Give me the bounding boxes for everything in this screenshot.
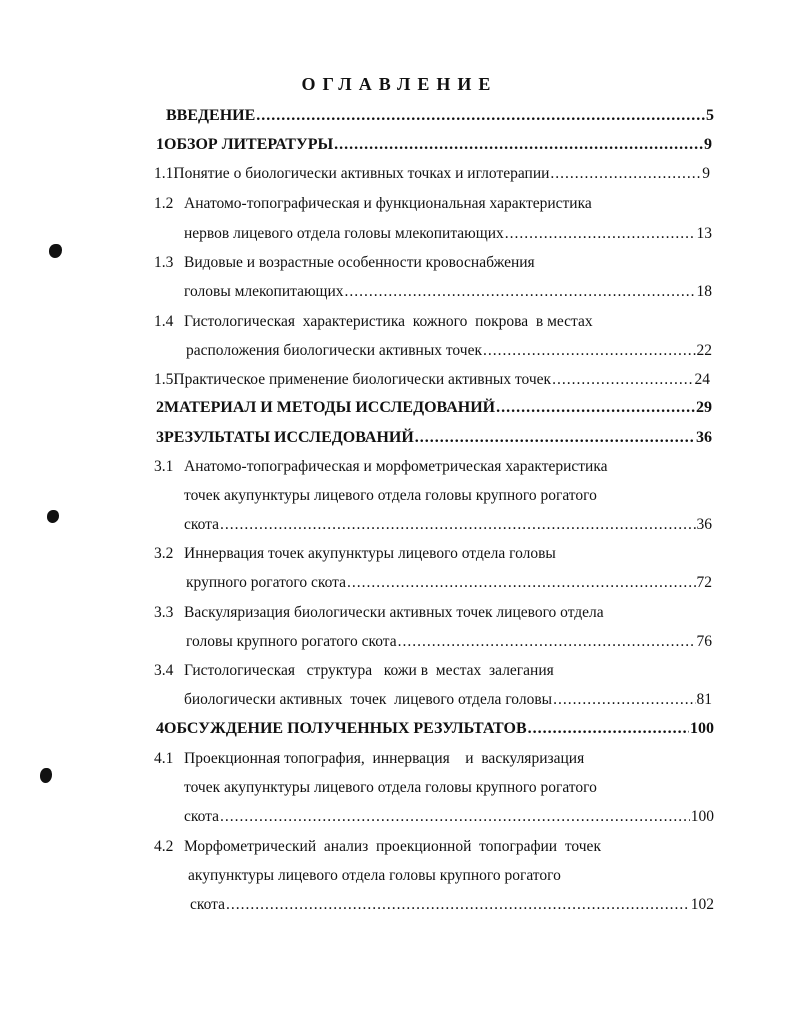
toc-page-number: 18 — [696, 283, 712, 300]
toc-entry-title: скота — [190, 896, 226, 913]
toc-page-number: 22 — [696, 342, 712, 359]
toc-entry-title: ОБЗОР ЛИТЕРАТУРЫ — [164, 136, 334, 153]
toc-entry-chapter-3[interactable] — [156, 428, 712, 448]
toc-entry-title: РЕЗУЛЬТАТЫ ИССЛЕДОВАНИЙ — [164, 429, 414, 446]
dot-leader — [550, 164, 701, 184]
dot-leader — [496, 398, 695, 418]
toc-page-number: 9 — [702, 165, 710, 182]
toc-entry-title: ВВЕДЕНИЕ — [166, 107, 256, 124]
toc-entry-number: 1.3 — [154, 254, 174, 271]
toc-entry-title: точек акупунктуры лицевого отдела головы крупного рогатого — [184, 487, 597, 504]
dot-leader — [528, 719, 689, 739]
toc-entry-title: головы млекопитающих — [184, 283, 344, 300]
toc-entry-title: Практическое применение биологически активных точек — [173, 371, 552, 388]
toc-entry-1-4-cont[interactable] — [186, 341, 712, 361]
toc-entry-number: 3.1 — [154, 458, 174, 475]
scan-speck — [47, 510, 59, 523]
dot-leader — [256, 106, 705, 126]
dot-leader — [220, 515, 695, 535]
toc-entry-3-1-cont — [184, 486, 597, 506]
toc-entry-title: биологически активных точек лицевого отдела головы — [184, 691, 553, 708]
scan-speck — [49, 244, 62, 258]
toc-page-number: 5 — [706, 107, 714, 124]
toc-entry-title: Понятие о биологически активных точках и иглотерапии — [173, 165, 550, 182]
page-title: ОГЛАВЛЕНИЕ — [301, 74, 498, 94]
toc-entry-number: 3 — [156, 429, 164, 446]
toc-entry-chapter-2[interactable] — [156, 398, 712, 418]
toc-page-number: 100 — [690, 808, 714, 825]
toc-entry-1-1[interactable] — [154, 164, 710, 184]
toc-entry-number: 1.4 — [154, 313, 174, 330]
toc-entry-1-5[interactable] — [154, 370, 710, 390]
toc-entry-title: Проекционная топография, иннервация и васкуляризация — [184, 750, 585, 767]
toc-entry-1-4 — [154, 312, 593, 332]
toc-entry-chapter-4[interactable] — [156, 719, 714, 739]
toc-entry-title: МАТЕРИАЛ И МЕТОДЫ ИССЛЕДОВАНИЙ — [164, 399, 496, 416]
toc-page-number: 36 — [696, 429, 712, 446]
toc-entry-title: Анатомо-топографическая и морфометрическая характеристика — [184, 458, 608, 475]
toc-entry-title: ОБСУЖДЕНИЕ ПОЛУЧЕННЫХ РЕЗУЛЬТАТОВ — [164, 720, 527, 737]
toc-entry-1-2 — [154, 194, 592, 214]
toc-entry-number: 1.2 — [154, 195, 174, 212]
toc-entry-4-2-cont2[interactable] — [190, 895, 714, 915]
toc-entry-number: 1.1 — [154, 165, 174, 182]
toc-page-number: 102 — [690, 896, 714, 913]
toc-entry-title: точек акупунктуры лицевого отдела головы крупного рогатого — [184, 779, 597, 796]
toc-entry-title: акупунктуры лицевого отдела головы крупного рогатого — [188, 867, 561, 884]
toc-entry-4-1-cont2[interactable] — [184, 807, 714, 827]
toc-entry-number: 4.2 — [154, 838, 174, 855]
toc-entry-title: Гистологическая структура кожи в местах залегания — [184, 662, 554, 679]
toc-entry-4-1 — [154, 749, 584, 769]
dot-leader — [347, 573, 695, 593]
dot-leader — [552, 370, 693, 390]
toc-page-number: 72 — [696, 574, 712, 591]
toc-entry-number: 1.5 — [154, 371, 174, 388]
toc-entry-title: Иннервация точек акупунктуры лицевого отдела головы — [184, 545, 556, 562]
toc-page-number: 81 — [696, 691, 712, 708]
toc-entry-title: скота — [184, 516, 220, 533]
toc-entry-number: 1 — [156, 136, 164, 153]
toc-entry-3-3-cont[interactable] — [186, 632, 712, 652]
toc-entry-title: головы крупного рогатого скота — [186, 633, 397, 650]
toc-entry-1-3 — [154, 253, 535, 273]
toc-entry-3-4 — [154, 661, 554, 681]
toc-page-number: 13 — [696, 225, 712, 242]
toc-entry-3-1-cont2[interactable] — [184, 515, 712, 535]
toc-page-number: 76 — [696, 633, 712, 650]
toc-entry-3-1 — [154, 457, 608, 477]
toc-entry-number: 4 — [156, 720, 164, 737]
toc-entry-title: Васкуляризация биологически активных точек лицевого отдела — [184, 604, 604, 621]
toc-entry-3-3 — [154, 603, 604, 623]
dot-leader — [334, 135, 703, 155]
toc-entry-title: Видовые и возрастные особенности кровоснабжения — [184, 254, 535, 271]
toc-entry-3-2-cont[interactable] — [186, 573, 712, 593]
toc-entry-title: Гистологическая характеристика кожного покрова в местах — [184, 313, 593, 330]
scan-speck — [40, 768, 52, 783]
dot-leader — [398, 632, 696, 652]
toc-entry-number: 2 — [156, 399, 164, 416]
toc-entry-introduction[interactable] — [166, 106, 714, 126]
toc-page-number: 29 — [696, 399, 712, 416]
dot-leader — [483, 341, 696, 361]
toc-entry-3-2 — [154, 544, 556, 564]
toc-entry-title: Морфометрический анализ проекционной топографии точек — [184, 838, 601, 855]
toc-entry-4-2 — [154, 837, 601, 857]
toc-entry-title: нервов лицевого отдела головы млекопитающих — [184, 225, 504, 242]
toc-entry-chapter-1[interactable] — [156, 135, 712, 155]
toc-page-number: 24 — [694, 371, 710, 388]
toc-entry-4-1-cont — [184, 778, 597, 798]
toc-page-number: 9 — [704, 136, 712, 153]
toc-entry-title: расположения биологически активных точек — [186, 342, 482, 359]
dot-leader — [220, 807, 690, 827]
toc-entry-4-2-cont — [188, 866, 561, 886]
toc-entry-number: 3.4 — [154, 662, 174, 679]
toc-entry-title: скота — [184, 808, 220, 825]
dot-leader — [226, 895, 690, 915]
toc-entry-title: крупного рогатого скота — [186, 574, 347, 591]
toc-entry-number: 3.2 — [154, 545, 174, 562]
dot-leader — [553, 690, 695, 710]
toc-entry-1-2-cont[interactable] — [184, 224, 712, 244]
dot-leader — [345, 282, 696, 302]
dot-leader — [505, 224, 696, 244]
dot-leader — [415, 428, 695, 448]
toc-entry-number: 3.3 — [154, 604, 174, 621]
toc-page-number: 100 — [690, 720, 714, 737]
toc-entry-title: Анатомо-топографическая и функциональная характеристика — [184, 195, 592, 212]
toc-entry-1-3-cont[interactable] — [184, 282, 712, 302]
toc-entry-3-4-cont[interactable] — [184, 690, 712, 710]
toc-page-number: 36 — [696, 516, 712, 533]
toc-entry-number: 4.1 — [154, 750, 174, 767]
